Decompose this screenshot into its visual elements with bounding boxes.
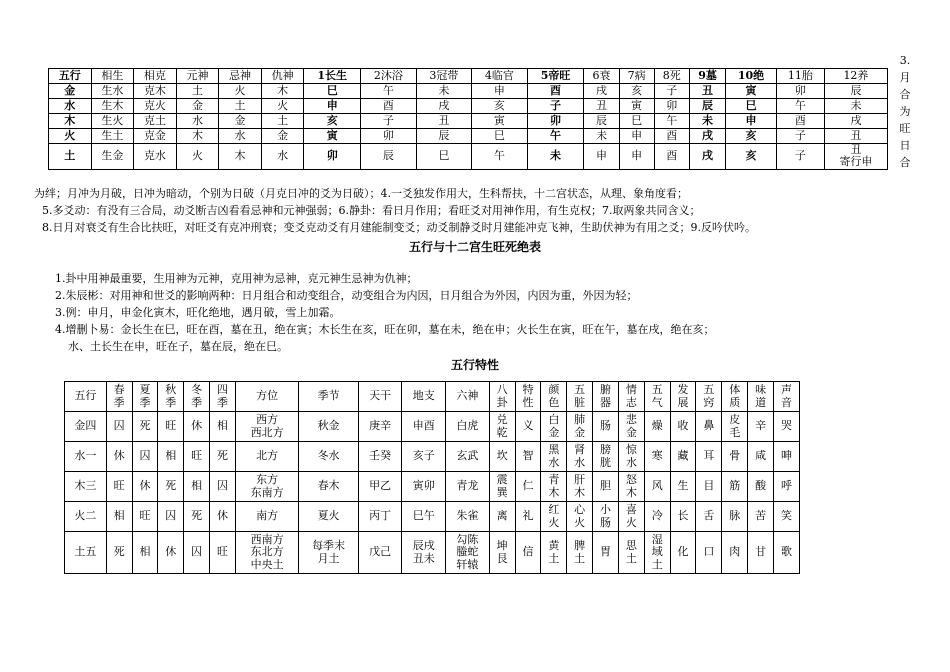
table-cell: 惊 水 bbox=[618, 442, 644, 472]
table-cell: 化 bbox=[670, 532, 696, 574]
table-cell: 寅 bbox=[472, 114, 528, 129]
side-note-vertical: 3. 月 合 为 旺 日 合 bbox=[899, 54, 911, 169]
table-cell: 亥 bbox=[726, 144, 777, 170]
table-cell: 申 bbox=[304, 99, 361, 114]
table-cell: 克水 bbox=[134, 144, 177, 170]
table-cell: 午 bbox=[527, 129, 584, 144]
table-cell: 脾 土 bbox=[567, 532, 593, 574]
table-cell: 亥 bbox=[304, 114, 361, 129]
table-cell: 未 bbox=[689, 114, 725, 129]
table-cell: 骨 bbox=[722, 442, 748, 472]
table-cell: 相 bbox=[132, 532, 158, 574]
table-cell: 申 bbox=[472, 84, 528, 99]
table-cell: 丑 bbox=[416, 114, 472, 129]
table-cell: 藏 bbox=[670, 442, 696, 472]
table-cell: 肠 bbox=[593, 412, 619, 442]
table-cell: 相 bbox=[184, 472, 210, 502]
table-cell: 戌 bbox=[824, 114, 887, 129]
table-cell: 目 bbox=[696, 472, 722, 502]
table-cell: 未 bbox=[527, 144, 584, 170]
table-cell: 子 bbox=[776, 129, 824, 144]
table-cell: 酉 bbox=[654, 144, 689, 170]
header-cell: 体 质 bbox=[722, 382, 748, 412]
header-cell: 相生 bbox=[91, 69, 134, 84]
table-cell: 信 bbox=[515, 532, 541, 574]
table-cell: 火 bbox=[49, 129, 92, 144]
table-cell: 水一 bbox=[65, 442, 107, 472]
table-cell: 胃 bbox=[593, 532, 619, 574]
table-cell: 收 bbox=[670, 412, 696, 442]
table-cell: 苦 bbox=[748, 502, 774, 532]
table-cell: 土 bbox=[176, 84, 219, 99]
header-cell: 五行 bbox=[65, 382, 107, 412]
table-cell: 丑 bbox=[584, 99, 619, 114]
table-cell: 风 bbox=[644, 472, 670, 502]
wuxing-twelve-stages-table bbox=[48, 68, 888, 170]
header-cell: 8死 bbox=[654, 69, 689, 84]
table-cell: 水 bbox=[261, 144, 304, 170]
table-cell: 水 bbox=[49, 99, 92, 114]
table-cell: 每季末 月土 bbox=[299, 532, 358, 574]
table-cell: 生木 bbox=[91, 99, 134, 114]
table-cell: 申 bbox=[584, 144, 619, 170]
table-cell: 丑 bbox=[689, 84, 725, 99]
table-cell: 申 bbox=[619, 144, 654, 170]
table-cell: 旺 bbox=[106, 472, 132, 502]
table-cell: 子 bbox=[527, 99, 584, 114]
table-cell: 义 bbox=[515, 412, 541, 442]
table-cell: 相 bbox=[210, 412, 236, 442]
note-line: 3.例：申月，申金化寅木，旺化绝地，遇月破，雪上加霜。 bbox=[55, 306, 341, 319]
table-cell: 亥 bbox=[726, 129, 777, 144]
table-cell: 亥 bbox=[619, 84, 654, 99]
table-cell: 寅 bbox=[619, 99, 654, 114]
header-cell: 夏 季 bbox=[132, 382, 158, 412]
table-cell: 巳 bbox=[416, 144, 472, 170]
note-line: 为绊；月冲为月破，日冲为暗动，个别为日破（月克日冲的爻为日破）；4.一爻独发作用大，生科帮扶，十二宫状态，从理、象角度看； bbox=[34, 187, 688, 200]
table-cell: 木 bbox=[176, 129, 219, 144]
table-row bbox=[65, 502, 800, 532]
table-cell: 智 bbox=[515, 442, 541, 472]
table-cell: 火 bbox=[219, 84, 262, 99]
table-cell: 火 bbox=[176, 144, 219, 170]
table-cell: 坎 bbox=[489, 442, 515, 472]
table-cell: 口 bbox=[696, 532, 722, 574]
table-cell: 兑 乾 bbox=[489, 412, 515, 442]
table-cell: 木 bbox=[219, 144, 262, 170]
table-cell: 皮 毛 bbox=[722, 412, 748, 442]
header-cell: 9墓 bbox=[689, 69, 725, 84]
table-cell: 旺 bbox=[158, 412, 184, 442]
note-line: 1.卦中用神最重要，生用神为元神，克用神为忌神，克元神生忌神为仇神； bbox=[55, 272, 418, 285]
table-cell: 卯 bbox=[361, 129, 417, 144]
table-row bbox=[49, 114, 888, 129]
table-cell: 生土 bbox=[91, 129, 134, 144]
table-cell: 离 bbox=[489, 502, 515, 532]
table-cell: 金 bbox=[49, 84, 92, 99]
table-cell: 辛 bbox=[748, 412, 774, 442]
header-cell: 地支 bbox=[402, 382, 446, 412]
table-cell: 红 火 bbox=[541, 502, 567, 532]
table-cell: 戌 bbox=[584, 84, 619, 99]
table-cell: 甲乙 bbox=[358, 472, 402, 502]
header-cell: 四 季 bbox=[210, 382, 236, 412]
table-cell: 北方 bbox=[235, 442, 298, 472]
table-row bbox=[65, 442, 800, 472]
table-cell: 歌 bbox=[774, 532, 800, 574]
table-cell: 甘 bbox=[748, 532, 774, 574]
table-cell: 克金 bbox=[134, 129, 177, 144]
table-cell: 青龙 bbox=[446, 472, 490, 502]
section-heading: 五行特性 bbox=[450, 358, 499, 372]
table-cell: 胆 bbox=[593, 472, 619, 502]
header-cell: 12养 bbox=[824, 69, 887, 84]
header-cell: 4临官 bbox=[472, 69, 528, 84]
table-cell: 休 bbox=[158, 532, 184, 574]
table-cell: 克土 bbox=[134, 114, 177, 129]
table-cell: 青 木 bbox=[541, 472, 567, 502]
table-cell: 辰 bbox=[689, 99, 725, 114]
table-cell: 悲 金 bbox=[618, 412, 644, 442]
table-cell: 白虎 bbox=[446, 412, 490, 442]
table-cell: 卯 bbox=[776, 84, 824, 99]
table-cell: 舌 bbox=[696, 502, 722, 532]
table-cell: 肺 金 bbox=[567, 412, 593, 442]
table-row bbox=[65, 532, 800, 574]
table-cell: 坤 艮 bbox=[489, 532, 515, 574]
header-cell: 相克 bbox=[134, 69, 177, 84]
table-cell: 笑 bbox=[774, 502, 800, 532]
header-cell: 5帝旺 bbox=[527, 69, 584, 84]
table-cell: 辰 bbox=[584, 114, 619, 129]
table-cell: 西南方 东北方 中央土 bbox=[235, 532, 298, 574]
table-cell: 土五 bbox=[65, 532, 107, 574]
header-cell: 6衰 bbox=[584, 69, 619, 84]
table-cell: 死 bbox=[132, 412, 158, 442]
table-cell: 辰 bbox=[361, 144, 417, 170]
header-cell: 冬 季 bbox=[184, 382, 210, 412]
header-cell: 季节 bbox=[299, 382, 358, 412]
table-cell: 勾陈 螣蛇 轩辕 bbox=[446, 532, 490, 574]
table-cell: 午 bbox=[361, 84, 417, 99]
table-cell: 夏火 bbox=[299, 502, 358, 532]
table-cell: 囚 bbox=[132, 442, 158, 472]
table-cell: 戌 bbox=[689, 129, 725, 144]
table-cell: 申酉 bbox=[402, 412, 446, 442]
table-cell: 巳 bbox=[726, 99, 777, 114]
table-cell: 旺 bbox=[184, 442, 210, 472]
table-cell: 怒 木 bbox=[618, 472, 644, 502]
table-cell: 丑 寄行申 bbox=[824, 144, 887, 170]
table-row bbox=[49, 99, 888, 114]
table-cell: 金 bbox=[219, 114, 262, 129]
table-cell: 呼 bbox=[774, 472, 800, 502]
table-cell: 午 bbox=[472, 144, 528, 170]
header-cell: 2沐浴 bbox=[361, 69, 417, 84]
table-cell: 旺 bbox=[132, 502, 158, 532]
table-cell: 金 bbox=[176, 99, 219, 114]
table-cell: 卯 bbox=[304, 144, 361, 170]
header-cell: 天干 bbox=[358, 382, 402, 412]
table-cell: 咸 bbox=[748, 442, 774, 472]
table-cell: 庚辛 bbox=[358, 412, 402, 442]
table-cell: 生水 bbox=[91, 84, 134, 99]
table-cell: 土 bbox=[49, 144, 92, 170]
header-cell: 特 性 bbox=[515, 382, 541, 412]
note-line: 8.日月对衰爻有生合比扶旺，对旺爻有克冲刑衰；变爻克动爻有月建能制变爻；动爻制静爻时月建能冲克飞神，生助伏神为有用之爻；9.反吟伏吟。 bbox=[42, 221, 756, 234]
table-cell: 亥子 bbox=[402, 442, 446, 472]
table-cell: 木三 bbox=[65, 472, 107, 502]
table-cell: 火 bbox=[261, 99, 304, 114]
table-cell: 相 bbox=[106, 502, 132, 532]
table-cell: 冷 bbox=[644, 502, 670, 532]
table-cell: 喜 火 bbox=[618, 502, 644, 532]
table-cell: 囚 bbox=[158, 502, 184, 532]
table-cell: 木 bbox=[49, 114, 92, 129]
table-cell: 筋 bbox=[722, 472, 748, 502]
table-cell: 黑 水 bbox=[541, 442, 567, 472]
header-cell: 方位 bbox=[235, 382, 298, 412]
table-cell: 寅卯 bbox=[402, 472, 446, 502]
table-cell: 巳午 bbox=[402, 502, 446, 532]
table-cell: 死 bbox=[106, 532, 132, 574]
table-cell: 丑 bbox=[824, 129, 887, 144]
table-cell: 水 bbox=[176, 114, 219, 129]
table-cell: 囚 bbox=[184, 532, 210, 574]
table-cell: 辰戌 丑未 bbox=[402, 532, 446, 574]
table-cell: 午 bbox=[654, 114, 689, 129]
table-header-row bbox=[49, 69, 888, 84]
table-header-row bbox=[65, 382, 800, 412]
table-cell: 克火 bbox=[134, 99, 177, 114]
table-cell: 黄 土 bbox=[541, 532, 567, 574]
header-cell: 10绝 bbox=[726, 69, 777, 84]
table-cell: 礼 bbox=[515, 502, 541, 532]
table-cell: 戊己 bbox=[358, 532, 402, 574]
table-cell: 湿 域 土 bbox=[644, 532, 670, 574]
table-cell: 白 金 bbox=[541, 412, 567, 442]
table-cell: 震 巽 bbox=[489, 472, 515, 502]
table-cell: 未 bbox=[416, 84, 472, 99]
table-row bbox=[65, 412, 800, 442]
table-cell: 春木 bbox=[299, 472, 358, 502]
table-cell: 东方 东南方 bbox=[235, 472, 298, 502]
table-cell: 耳 bbox=[696, 442, 722, 472]
table-cell: 水 bbox=[219, 129, 262, 144]
table-cell: 脉 bbox=[722, 502, 748, 532]
header-cell: 11胎 bbox=[776, 69, 824, 84]
table-cell: 思 土 bbox=[618, 532, 644, 574]
table-cell: 冬水 bbox=[299, 442, 358, 472]
header-cell: 仇神 bbox=[261, 69, 304, 84]
table-cell: 膀 胱 bbox=[593, 442, 619, 472]
table-cell: 旺 bbox=[210, 532, 236, 574]
table-cell: 巳 bbox=[472, 129, 528, 144]
table-row bbox=[49, 84, 888, 99]
header-cell: 五 脏 bbox=[567, 382, 593, 412]
header-cell: 3冠带 bbox=[416, 69, 472, 84]
table-cell: 生金 bbox=[91, 144, 134, 170]
header-cell: 情 志 bbox=[618, 382, 644, 412]
table-cell: 长 bbox=[670, 502, 696, 532]
table-cell: 朱雀 bbox=[446, 502, 490, 532]
table-cell: 休 bbox=[184, 412, 210, 442]
table-cell: 死 bbox=[158, 472, 184, 502]
header-cell: 六神 bbox=[446, 382, 490, 412]
table-cell: 囚 bbox=[210, 472, 236, 502]
header-cell: 元神 bbox=[176, 69, 219, 84]
table-cell: 火二 bbox=[65, 502, 107, 532]
header-cell: 味 道 bbox=[748, 382, 774, 412]
table-cell: 休 bbox=[132, 472, 158, 502]
table-cell: 相 bbox=[158, 442, 184, 472]
table-cell: 囚 bbox=[106, 412, 132, 442]
table-cell: 肝 木 bbox=[567, 472, 593, 502]
table-cell: 克木 bbox=[134, 84, 177, 99]
table-cell: 丙丁 bbox=[358, 502, 402, 532]
table-cell: 鼻 bbox=[696, 412, 722, 442]
table-cell: 巳 bbox=[304, 84, 361, 99]
wuxing-characteristics-table bbox=[64, 381, 800, 574]
table-cell: 卯 bbox=[527, 114, 584, 129]
table-cell: 申 bbox=[726, 114, 777, 129]
table-cell: 休 bbox=[210, 502, 236, 532]
table-row bbox=[65, 472, 800, 502]
header-cell: 7病 bbox=[619, 69, 654, 84]
table-cell: 心 火 bbox=[567, 502, 593, 532]
section-heading: 五行与十二宫生旺死绝表 bbox=[408, 240, 541, 254]
table-cell: 生火 bbox=[91, 114, 134, 129]
table-cell: 酉 bbox=[654, 129, 689, 144]
table-cell: 戌 bbox=[689, 144, 725, 170]
header-cell: 五 气 bbox=[644, 382, 670, 412]
table-cell: 子 bbox=[654, 84, 689, 99]
table-cell: 未 bbox=[824, 99, 887, 114]
table-cell: 巳 bbox=[619, 114, 654, 129]
header-cell: 声 音 bbox=[774, 382, 800, 412]
header-cell: 发 展 bbox=[670, 382, 696, 412]
note-line: 水、土长生在申，旺在子，墓在辰，绝在巳。 bbox=[68, 340, 288, 353]
table-cell: 寒 bbox=[644, 442, 670, 472]
table-cell: 土 bbox=[219, 99, 262, 114]
table-cell: 死 bbox=[210, 442, 236, 472]
table-cell: 木 bbox=[261, 84, 304, 99]
table-cell: 辰 bbox=[824, 84, 887, 99]
header-cell: 忌神 bbox=[219, 69, 262, 84]
header-cell: 1长生 bbox=[304, 69, 361, 84]
table-cell: 秋金 bbox=[299, 412, 358, 442]
table-cell: 辰 bbox=[416, 129, 472, 144]
table-cell: 卯 bbox=[654, 99, 689, 114]
note-line: 4.增删卜易：金长生在巳，旺在酉，墓在丑，绝在寅；木长生在亥，旺在卯，墓在未，绝在申；火长生在寅，旺在午，墓在戌，绝在亥； bbox=[55, 323, 715, 336]
table-cell: 金四 bbox=[65, 412, 107, 442]
table-cell: 酸 bbox=[748, 472, 774, 502]
table-cell: 休 bbox=[106, 442, 132, 472]
table-cell: 申 bbox=[619, 129, 654, 144]
table-cell: 仁 bbox=[515, 472, 541, 502]
table-cell: 亥 bbox=[472, 99, 528, 114]
header-cell: 五 窍 bbox=[696, 382, 722, 412]
table-cell: 酉 bbox=[527, 84, 584, 99]
table-cell: 玄武 bbox=[446, 442, 490, 472]
table-cell: 生 bbox=[670, 472, 696, 502]
table-cell: 死 bbox=[184, 502, 210, 532]
table-row bbox=[49, 144, 888, 170]
table-cell: 酉 bbox=[776, 114, 824, 129]
table-cell: 寅 bbox=[726, 84, 777, 99]
header-cell: 腑 器 bbox=[593, 382, 619, 412]
header-cell: 春 季 bbox=[106, 382, 132, 412]
header-cell: 颜 色 bbox=[541, 382, 567, 412]
table-cell: 小 肠 bbox=[593, 502, 619, 532]
table-cell: 寅 bbox=[304, 129, 361, 144]
table-cell: 肾 水 bbox=[567, 442, 593, 472]
table-cell: 子 bbox=[776, 144, 824, 170]
note-line: 5.多爻动：有没有三合局，动爻断吉凶看看忌神和元神强弱；6.静卦：看日月作用；看旺爻对用神作用，有生克权；7.取两象共同含义； bbox=[42, 204, 701, 217]
header-cell: 八 卦 bbox=[489, 382, 515, 412]
table-cell: 金 bbox=[261, 129, 304, 144]
table-cell: 肉 bbox=[722, 532, 748, 574]
table-row bbox=[49, 129, 888, 144]
table-cell: 西方 西北方 bbox=[235, 412, 298, 442]
table-cell: 戌 bbox=[416, 99, 472, 114]
table-cell: 燥 bbox=[644, 412, 670, 442]
table-cell: 南方 bbox=[235, 502, 298, 532]
table-cell: 土 bbox=[261, 114, 304, 129]
table-cell: 午 bbox=[776, 99, 824, 114]
table-cell: 呻 bbox=[774, 442, 800, 472]
note-line: 2.朱辰彬：对用神和世爻的影响两种：日月组合和动变组合，动变组合为内因，日月组合为外因，内因为重，外因为轻； bbox=[55, 289, 638, 302]
header-cell: 秋 季 bbox=[158, 382, 184, 412]
table-cell: 子 bbox=[361, 114, 417, 129]
table-cell: 酉 bbox=[361, 99, 417, 114]
table-cell: 壬癸 bbox=[358, 442, 402, 472]
table-cell: 哭 bbox=[774, 412, 800, 442]
table-cell: 未 bbox=[584, 129, 619, 144]
header-cell: 五行 bbox=[49, 69, 92, 84]
